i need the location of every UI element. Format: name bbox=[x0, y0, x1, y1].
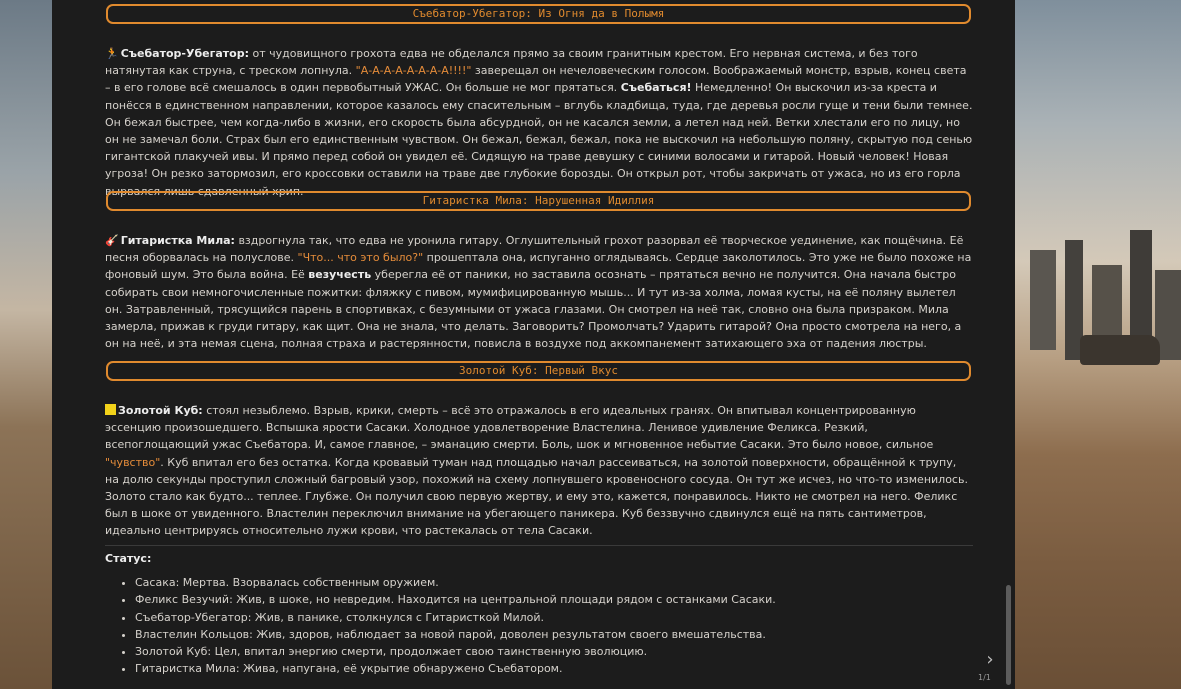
chat-message-panel[interactable] bbox=[52, 0, 1015, 689]
status-item: • Гитаристка Мила: Жива, напугана, её укрытие обнаружено Съебатором. bbox=[135, 660, 975, 677]
character-name: Гитаристка Мила: bbox=[120, 234, 235, 247]
status-list bbox=[105, 574, 975, 678]
emphasis-text: везучесть bbox=[308, 268, 372, 282]
status-item: • Феликс Везучий: Жив, в шоке, но невредим. Находится на центральной площади рядом с останками Сасаки. bbox=[135, 591, 975, 608]
quote-text: "Что... что это было?" bbox=[297, 251, 424, 265]
scrollbar-thumb[interactable] bbox=[1006, 585, 1011, 685]
quote-text: "чувство" bbox=[105, 455, 161, 469]
ruin-pillar bbox=[1030, 250, 1056, 350]
guitar-icon: 🎸 bbox=[105, 234, 119, 247]
character-name: Съебатор-Убегатор: bbox=[120, 47, 249, 60]
section-banner-guitarist: Гитаристка Мила: Нарушенная Идиллия bbox=[106, 191, 971, 211]
background-scenery-left bbox=[0, 0, 52, 689]
section-banner-runner: Съебатор-Убегатор: Из Огня да в Полымя bbox=[106, 4, 971, 24]
status-title: Статус: bbox=[105, 552, 152, 565]
paragraph-guitarist: 🎸 Гитаристка Мила: вздрогнула так, что едва не уронила гитару. Оглушительный грохот разорвал её творческое уединение, как пощёчина. Её песня оборвалась на полуслове. "Что... что это было?" прошептала она, испуганно оглядываясь. Сердце заколотилось. Это уже не было похоже на фоновый шум. Это была война. Её везучесть уберегла её от паники, но заставила осознать – прятаться вечно не получится. Она начала быстро собирать свои немногочисленные пожитки: фляжку с пивом, мумифицированную мышь... И тут из-за холма, ломая кусты, на её поляну вылетел он. Затравленный, трясущийся парень в спортивках, с безумными от ужаса глазами. Он смотрел на неё так, словно она была призраком. Мила замерла, прижав к груди гитару, как щит. Она не знала, что делать. Заговорить? Промолчать? Ударить гитарой? Она просто смотрела на него, а он на неё, и эта немая сцена, полная страха и растерянности, повисла в воздухе под аккомпанемент затихающего эха от падения люстры. bbox=[105, 234, 972, 351]
status-item: • Властелин Кольцов: Жив, здоров, наблюдает за новой парой, доволен результатом своего вмешательства. bbox=[135, 626, 975, 643]
status-item: • Сасака: Мертва. Взорвалась собственным оружием. bbox=[135, 574, 975, 591]
emphasis-text: Съебаться! bbox=[620, 81, 692, 95]
section-banner-cube: Золотой Куб: Первый Вкус bbox=[106, 361, 971, 381]
yellow-square-icon bbox=[105, 404, 116, 415]
running-icon: 🏃 bbox=[105, 47, 119, 60]
character-name: Золотой Куб: bbox=[118, 404, 203, 417]
quote-text: "А-А-А-А-А-А-А-А!!!!" bbox=[355, 64, 472, 78]
paragraph-runner: 🏃 Съебатор-Убегатор: от чудовищного грохота едва не обделался прямо за своим гранитным крестом. Его нервная система, и без того натянутая как струна, с треском лопнула. "А-А-А-А-А-А-А-А!!!!" заверещал он нечеловеческим голосом. Воображаемый монстр, взрыв, конец света – в его голове всё смешалось в один первобытный УЖАС. Он больше не мог прятаться. Съебаться! Немедленно! Он выскочил из-за креста и понёсся в единственном направлении, которое казалось ему спасительным – вглубь кладбища, туда, где деревья росли гуще и тени были темнее. Он бежал быстрее, чем когда-либо в жизни, его скорость была абсурдной, он не касался земли, а летел над ней. Ветки хлестали его по лицу, но он не замечал боли. Страх был его единственным чувством. Он бежал, бежал, бежал, пока не выскочил на небольшую поляну, скрытую под сенью гигантской плакучей ивы. И прямо перед собой он увидел её. Сидящую на траве девушку с синими волосами и гитарой. Новый человек! Новая угроза! Он резко затормозил, его кроссовки оставили на траве две глубокие борозды. Он открыл рот, чтобы закричать от ужаса, но из его горла вырвался лишь сдавленный хрип. bbox=[105, 47, 973, 198]
paragraph-cube: Золотой Куб: стоял незыблемо. Взрыв, крики, смерть – всё это отражалось в его идеальных гранях. Он впитывал концентрированную эссенцию произошедшего. Вспышка ярости Сасаки. Холодное удовлетворение Властелина. Ленивое удивление Феликса. Резкий, всепоглощающий ужас Съебатора. И, самое главное, – эманацию смерти. Боль, шок и мгновенное небытие Сасаки. Это было новое, сильное "чувство". Куб впитал его без остатка. Когда кровавый туман над площадью начал рассеиваться, на золотой поверхности, обращённой к трупу, на долю секунды проступил сложный багровый узор, похожий на схему лопнувшего кровеносного сосуда. Он тут же исчез, но что-то изменилось. Золото стало как будто... теплее. Глубже. Он получил свою первую жертву, и ему это, кажется, понравилось. Никто не смотрел на него. Феликс был в шоке от увиденного. Властелин переключил внимание на убегающего паникера. Куб беззвучно сдвинулся ещё на пять сантиметров, идеально центрируясь относительно лужи крови, что растекалась от тела Сасаки. bbox=[105, 404, 968, 538]
status-item: • Съебатор-Убегатор: Жив, в панике, столкнулся с Гитаристкой Милой. bbox=[135, 609, 975, 626]
status-item: • Золотой Куб: Цел, впитал энергию смерти, продолжает свою таинственную эволюцию. bbox=[135, 643, 975, 660]
divider bbox=[105, 545, 973, 546]
ruin-pillar bbox=[1092, 265, 1122, 345]
chevron-right-icon[interactable]: › bbox=[986, 649, 994, 670]
ruin-rubble bbox=[1080, 335, 1160, 365]
page-counter: 1/1 bbox=[978, 673, 991, 682]
